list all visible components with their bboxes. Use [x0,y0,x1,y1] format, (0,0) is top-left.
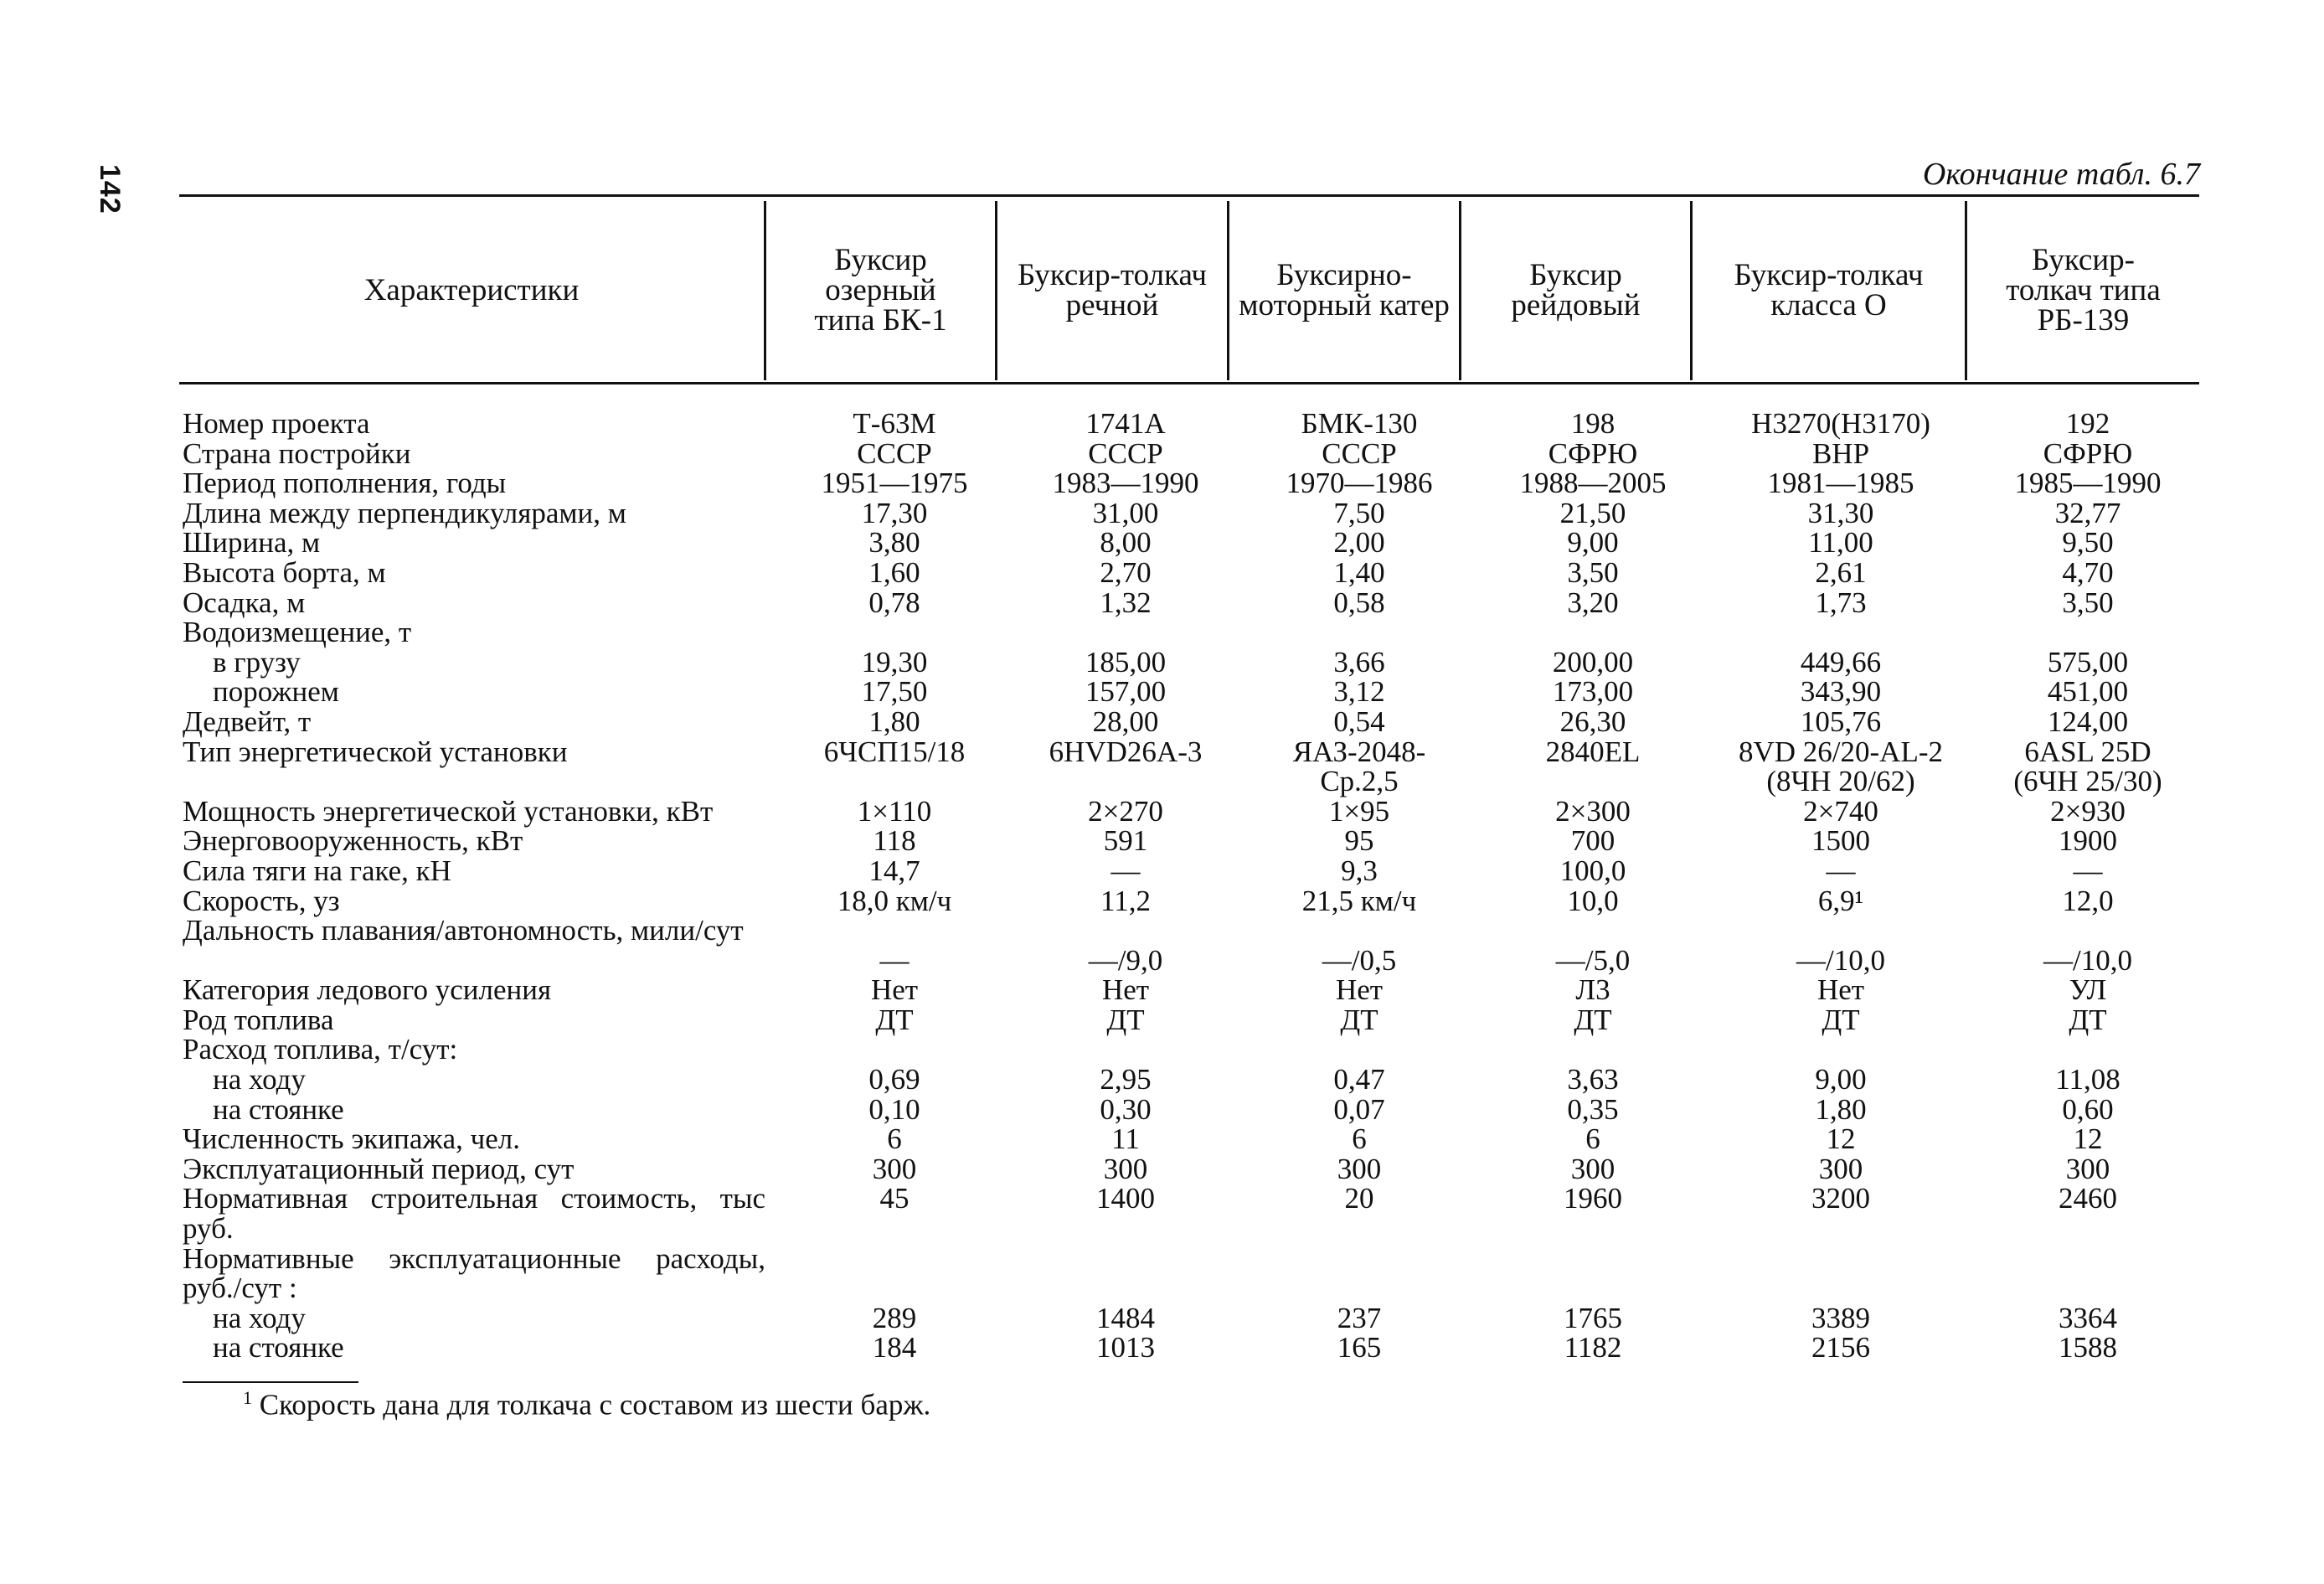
cell-column-4: 200,00 [1552,645,1634,678]
table-body [183,409,2193,1363]
header-characteristics: Характеристики [363,273,580,307]
cell-column-6: 575,00 [2047,645,2129,678]
cell-column-4: 2840EL [1545,735,1641,768]
cell-column-4: 300 [1570,1152,1615,1185]
cell-column-5: ДТ [1822,1003,1860,1036]
cell-column-1: ДТ [875,1003,914,1036]
table-row [183,856,2193,886]
row-label: Категория ледового усиления [183,973,552,1007]
table-row [183,436,2193,470]
cell-column-5: 6,9¹ [1817,884,1864,917]
cell-column-2: 31,00 [1092,496,1159,529]
cell-column-1: 1×110 [857,794,932,828]
row-label: Мощность энергетической установки, кВт [183,794,714,828]
cell-column-5: 1981—1985 [1767,467,1914,500]
footnote-rule [183,1381,358,1383]
table-row [183,1241,2193,1305]
table-row [183,1092,2193,1126]
cell-column-4: 3,50 [1567,555,1619,589]
cell-column-4: ДТ [1574,1003,1612,1036]
cell-column-4: 1960 [1564,1182,1622,1215]
cell-column-4: 3,63 [1567,1063,1619,1096]
cell-column-4: —/5,0 [1555,943,1631,977]
cell-column-1: 19,30 [861,645,928,678]
row-label: Род топлива [183,1003,334,1036]
table-row [183,1065,2193,1095]
cell-column-1: 18,0 км/ч [837,884,952,917]
row-label: в грузу [213,645,301,678]
cell-column-1: 1951—1975 [821,467,968,500]
table-row [183,1333,2193,1363]
cell-column-4: 1765 [1564,1301,1622,1334]
row-label: Нормативные эксплуатационные расходы, руб./сут : [183,1241,765,1305]
cell-column-6: 6ASL 25D (6ЧН 25/30) [2013,735,2162,798]
cell-column-5: 343,90 [1800,675,1882,709]
cell-column-4: 9,00 [1567,526,1619,560]
footnote-mark: 1 [243,1387,252,1408]
cell-column-6: СФРЮ [2043,436,2133,470]
cell-column-1: СССР [857,436,932,470]
table-row [183,645,2193,678]
cell-column-3: 21,5 км/ч [1301,884,1417,917]
cell-column-4: 26,30 [1559,704,1626,738]
cell-column-3: 3,12 [1333,675,1385,709]
cell-column-3: 1,40 [1333,555,1385,589]
table-row [183,1303,2193,1334]
cell-column-2: — [1110,854,1141,887]
header-column-4: Буксир рейдовый [1511,258,1641,322]
cell-column-2: 1,32 [1100,586,1152,619]
cell-column-1: 45 [879,1182,910,1215]
table-row [183,737,2193,797]
cell-column-1: 184 [872,1331,917,1365]
cell-column-3: 0,54 [1333,704,1385,738]
page-number: 142 [94,164,126,214]
row-label: Номер проекта [183,407,370,440]
cell-column-1: Нет [870,973,919,1007]
cell-column-6: 32,77 [2054,496,2121,529]
cell-column-1: 118 [873,824,916,858]
cell-column-3: 1×95 [1328,794,1390,828]
cell-column-6: 2×930 [2050,794,2126,828]
cell-column-1: 1,60 [868,555,920,589]
cell-column-3: 9,3 [1341,854,1378,887]
cell-column-5: ВНР [1811,436,1870,470]
cell-column-1: 6 [887,1122,902,1156]
cell-column-3: 6 [1352,1122,1367,1156]
table-row [183,886,2193,916]
cell-column-6: 12,0 [2062,884,2114,917]
table-row [183,826,2193,856]
cell-column-4: 3,20 [1567,586,1619,619]
cell-column-1: 300 [872,1152,917,1185]
cell-column-2: 0,30 [1100,1092,1152,1126]
table-row [183,555,2193,589]
cell-column-3: 0,07 [1333,1092,1385,1126]
cell-column-4: 0,35 [1567,1092,1619,1126]
cell-column-5: 449,66 [1800,645,1882,678]
cell-column-4: 10,0 [1567,884,1619,917]
cell-column-3: 300 [1337,1152,1382,1185]
row-label: на стоянке [213,1331,344,1365]
row-label: Сила тяги на гаке, кН [183,854,451,887]
row-label: Тип энергетической установки [183,735,568,768]
cell-column-2: 11 [1111,1122,1140,1156]
header-bottom-rule [179,382,2199,384]
cell-column-1: 3,80 [868,526,920,560]
cell-column-5: —/10,0 [1796,943,1885,977]
cell-column-3: 2,00 [1333,526,1385,560]
cell-column-2: 1484 [1096,1301,1155,1334]
cell-column-2: 8,00 [1100,526,1152,560]
cell-column-5: Нет [1816,973,1865,1007]
cell-column-6: ДТ [2069,1003,2107,1036]
cell-column-6: 300 [2065,1152,2110,1185]
cell-column-6: 4,70 [2062,555,2114,589]
cell-column-4: 173,00 [1552,675,1634,709]
table-row [183,704,2193,738]
cell-column-3: 3,66 [1333,645,1385,678]
cell-column-4: 1988—2005 [1519,467,1667,500]
cell-column-1: 0,10 [868,1092,920,1126]
cell-column-3: ЯАЗ-2048- Ср.2,5 [1292,735,1426,798]
cell-column-6: —/10,0 [2043,943,2132,977]
header-column-5: Буксир-толкач класса О [1734,258,1924,322]
row-label: Дедвейт, т [183,704,312,738]
row-label: Высота борта, м [183,555,386,589]
row-label: Расход топлива, т/сут: [183,1033,458,1066]
table-row [183,409,2193,439]
cell-column-5: 1500 [1811,824,1870,858]
cell-column-6: 1985—1990 [2014,467,2162,500]
cell-column-4: 198 [1570,407,1615,440]
cell-column-6: 9,50 [2062,526,2114,560]
cell-column-4: Л3 [1575,973,1610,1007]
cell-column-5: 31,30 [1807,496,1874,529]
row-label: на ходу [213,1301,306,1334]
cell-column-6: 451,00 [2047,675,2129,709]
cell-column-5: 8VD 26/20-AL-2 (8ЧН 20/62) [1739,735,1943,798]
cell-column-6: 192 [2065,407,2110,440]
row-label: на ходу [213,1063,306,1096]
row-label: Дальность плавания/автономность, мили/сут [183,914,744,947]
cell-column-1: — [879,943,910,977]
cell-column-1: 0,69 [868,1063,920,1096]
cell-column-1: 289 [872,1301,917,1334]
row-label: Осадка, м [183,586,306,619]
header-column-1: Буксир озерный типа БК-1 [814,243,947,338]
cell-column-2: Нет [1101,973,1150,1007]
cell-column-3: 7,50 [1333,496,1385,529]
cell-column-1: 14,7 [868,854,920,887]
table-row [183,1124,2193,1154]
cell-column-4: 2×300 [1555,794,1631,828]
table-caption: Окончание табл. 6.7 [1922,157,2200,192]
cell-column-5: 11,00 [1808,526,1873,560]
table-row [183,498,2193,529]
cell-column-1: 1,80 [868,704,920,738]
row-label: Численность экипажа, чел. [183,1122,520,1156]
cell-column-2: 11,2 [1100,884,1151,917]
cell-column-1: 17,50 [861,675,928,709]
cell-column-2: ДТ [1106,1003,1145,1036]
cell-column-3: —/0,5 [1322,943,1397,977]
cell-column-2: 157,00 [1085,675,1167,709]
cell-column-2: 300 [1103,1152,1148,1185]
table-row [183,794,2193,828]
cell-column-6: 3364 [2059,1301,2117,1334]
cell-column-5: 1,80 [1815,1092,1867,1126]
cell-column-4: 700 [1570,824,1615,858]
cell-column-5: 105,76 [1800,704,1882,738]
cell-column-3: 95 [1344,824,1374,858]
cell-column-6: 2460 [2059,1182,2117,1215]
row-label: Скорость, уз [183,884,340,917]
footnote [243,1387,930,1422]
table-top-rule [179,194,2199,197]
table-row [183,1182,2193,1246]
table-row [183,916,2193,975]
cell-column-2: 1741А [1085,407,1166,440]
cell-column-2: 591 [1103,824,1148,858]
cell-column-3: ДТ [1340,1003,1378,1036]
header-column-3: Буксирно- моторный катер [1239,258,1450,322]
cell-column-1: 17,30 [861,496,928,529]
cell-column-4: 100,0 [1559,854,1626,887]
table-row [183,1035,2193,1065]
cell-column-3: 0,58 [1333,586,1385,619]
table-row [183,1005,2193,1035]
cell-column-5: Н3270(Н3170) [1751,407,1930,440]
cell-column-2: 2×270 [1088,794,1163,828]
cell-column-6: 1588 [2059,1331,2117,1365]
cell-column-4: 6 [1585,1122,1600,1156]
cell-column-3: 20 [1344,1182,1374,1215]
cell-column-5: 9,00 [1815,1063,1867,1096]
cell-column-4: СФРЮ [1548,436,1638,470]
cell-column-2: 2,95 [1100,1063,1152,1096]
cell-column-2: 1983—1990 [1052,467,1199,500]
cell-column-3: СССР [1322,436,1397,470]
header-column-2: Буксир-толкач речной [1017,258,1208,322]
row-label: порожнем [213,675,339,709]
cell-column-1: 0,78 [868,586,920,619]
cell-column-5: 3389 [1811,1301,1870,1334]
cell-column-1: Т-63М [853,407,936,440]
cell-column-3: БМК-130 [1301,407,1418,440]
row-label: Эксплуатационный период, сут [183,1152,575,1185]
cell-column-2: 28,00 [1092,704,1159,738]
table-row [183,617,2193,648]
row-label: Нормативная строительная стоимость, тыс руб. [183,1182,765,1246]
cell-column-3: Нет [1335,973,1384,1007]
cell-column-6: 12 [2073,1122,2103,1156]
cell-column-5: 2×740 [1803,794,1878,828]
row-label: Период пополнения, годы [183,467,507,500]
cell-column-3: 1970—1986 [1286,467,1433,500]
cell-column-6: УЛ [2069,973,2107,1007]
cell-column-6: 0,60 [2062,1092,2114,1126]
table-row [183,468,2193,498]
cell-column-2: 1013 [1096,1331,1155,1365]
cell-column-2: 1400 [1096,1182,1155,1215]
cell-column-2: —/9,0 [1088,943,1163,977]
row-label: Страна постройки [183,436,411,470]
cell-column-5: 3200 [1811,1182,1870,1215]
cell-column-2: 2,70 [1100,555,1152,589]
cell-column-2: 185,00 [1085,645,1167,678]
row-label: Энерговооруженность, кВт [183,824,523,858]
row-label: Длина между перпендикулярами, м [183,496,626,529]
cell-column-5: 2156 [1811,1331,1870,1365]
cell-column-1: 6ЧСП15/18 [823,735,966,768]
cell-column-6: 3,50 [2062,586,2114,619]
cell-column-6: — [2073,854,2103,887]
cell-column-3: 237 [1337,1301,1382,1334]
row-label: Ширина, м [183,526,321,560]
header-column-6: Буксир- толкач типа РБ-139 [2006,243,2161,338]
cell-column-4: 1182 [1564,1331,1622,1365]
footnote-text: Скорость дана для толкача с составом из шести барж. [259,1388,931,1421]
cell-column-5: 1,73 [1815,586,1867,619]
cell-column-5: — [1826,854,1856,887]
table-row [183,588,2193,618]
table-row [183,528,2193,558]
row-label: на стоянке [213,1092,344,1126]
cell-column-3: 0,47 [1333,1063,1385,1096]
cell-column-6: 1900 [2059,824,2117,858]
table-row [183,1154,2193,1184]
table-row [183,677,2193,707]
cell-column-5: 300 [1818,1152,1863,1185]
cell-column-2: 6HVD26A-3 [1049,735,1203,768]
cell-column-5: 12 [1826,1122,1856,1156]
cell-column-4: 21,50 [1559,496,1626,529]
cell-column-3: 165 [1337,1331,1382,1365]
cell-column-6: 124,00 [2047,704,2129,738]
table-row [183,975,2193,1005]
cell-column-5: 2,61 [1815,555,1867,589]
cell-column-6: 11,08 [2055,1063,2120,1096]
cell-column-2: СССР [1088,436,1163,470]
row-label: Водоизмещение, т [183,616,412,649]
